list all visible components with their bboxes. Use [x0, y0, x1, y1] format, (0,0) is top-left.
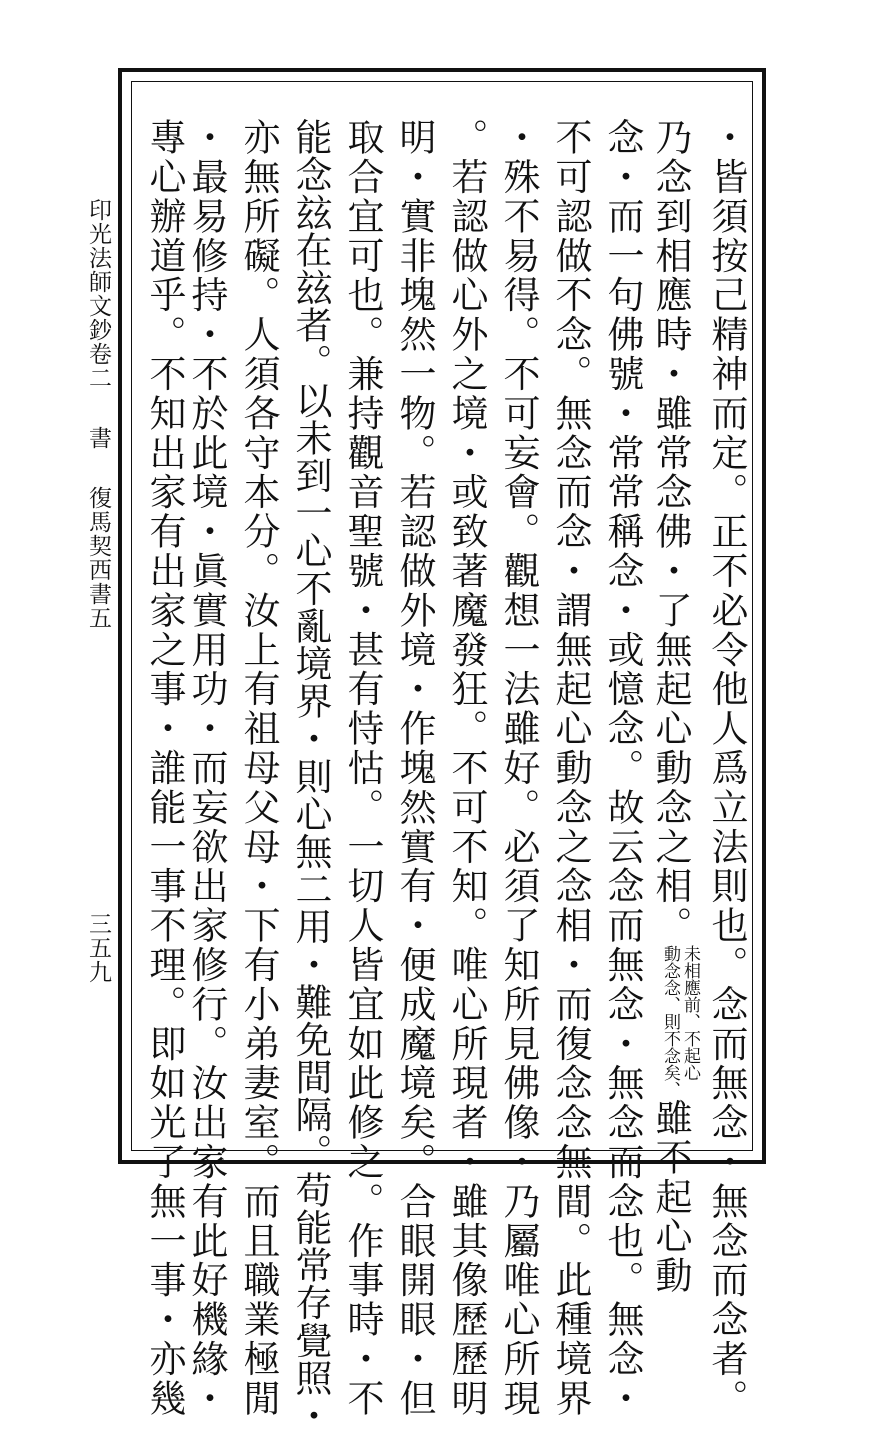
text-column-3: 念・而一句佛號・常常稱念・或憶念。故云念而無念・無念而念也。無念・	[601, 118, 644, 1419]
section-label: 書	[85, 426, 111, 450]
annotation-line-2: 動念念、則不念矣、	[660, 945, 680, 1099]
text-column-11: ・最易修持・不於此境・眞實用功・而妄欲出家修行。汝出家有此好機緣・	[185, 118, 228, 1419]
letter-title: 復馬契西書五	[85, 486, 111, 630]
text-column-8: 取合宜可也。兼持觀音聖號・甚有恃怙。一切人皆宜如此修之。作事時・不	[341, 118, 384, 1419]
text-column-7: 明・實非塊然一物。若認做外境・作塊然實有・便成魔境矣。合眼開眼・但	[393, 118, 436, 1419]
text-column-10: 亦無所礙。人須各守本分。汝上有祖母父母・下有小弟妻室。而且職業極閒	[237, 118, 280, 1419]
text-column-5: ・殊不易得。不可妄會。觀想一法雖好。必須了知所見佛像・乃屬唯心所現	[497, 118, 540, 1419]
annotation-line-1: 未相應前、不起心	[680, 945, 700, 1082]
running-header	[78, 198, 118, 998]
text-column-6: 。若認做心外之境・或致著魔發狂。不可不知。唯心所現者・雖其像歷歷明	[445, 118, 488, 1419]
text-column-12: 專心辦道乎。不知出家有出家之事・誰能一事不理。即如光了無一事・亦幾	[143, 118, 186, 1419]
page-number: 三五九	[85, 912, 111, 984]
column-2-text-a: 乃念到相應時・雖常念佛・了無起心動念之相。	[649, 118, 692, 946]
column-2-text-b: 雖不起心動	[649, 1098, 692, 1296]
text-column-4: 不可認做不念。無念而念・謂無起心動念之念相・而復念念無間。此種境界	[549, 118, 592, 1419]
text-column-2	[648, 118, 700, 1296]
book-title: 印光法師文鈔卷二	[85, 198, 111, 390]
text-column-1: ・皆須按己精神而定。正不必令他人爲立法則也。念而無念・無念而念者。	[705, 118, 748, 1419]
interlinear-annotation	[660, 945, 700, 1098]
text-column-9: 能念玆在玆者。以未到一心不亂境界・則心無二用・難免間隔。苟能常存覺照・	[289, 118, 332, 1434]
